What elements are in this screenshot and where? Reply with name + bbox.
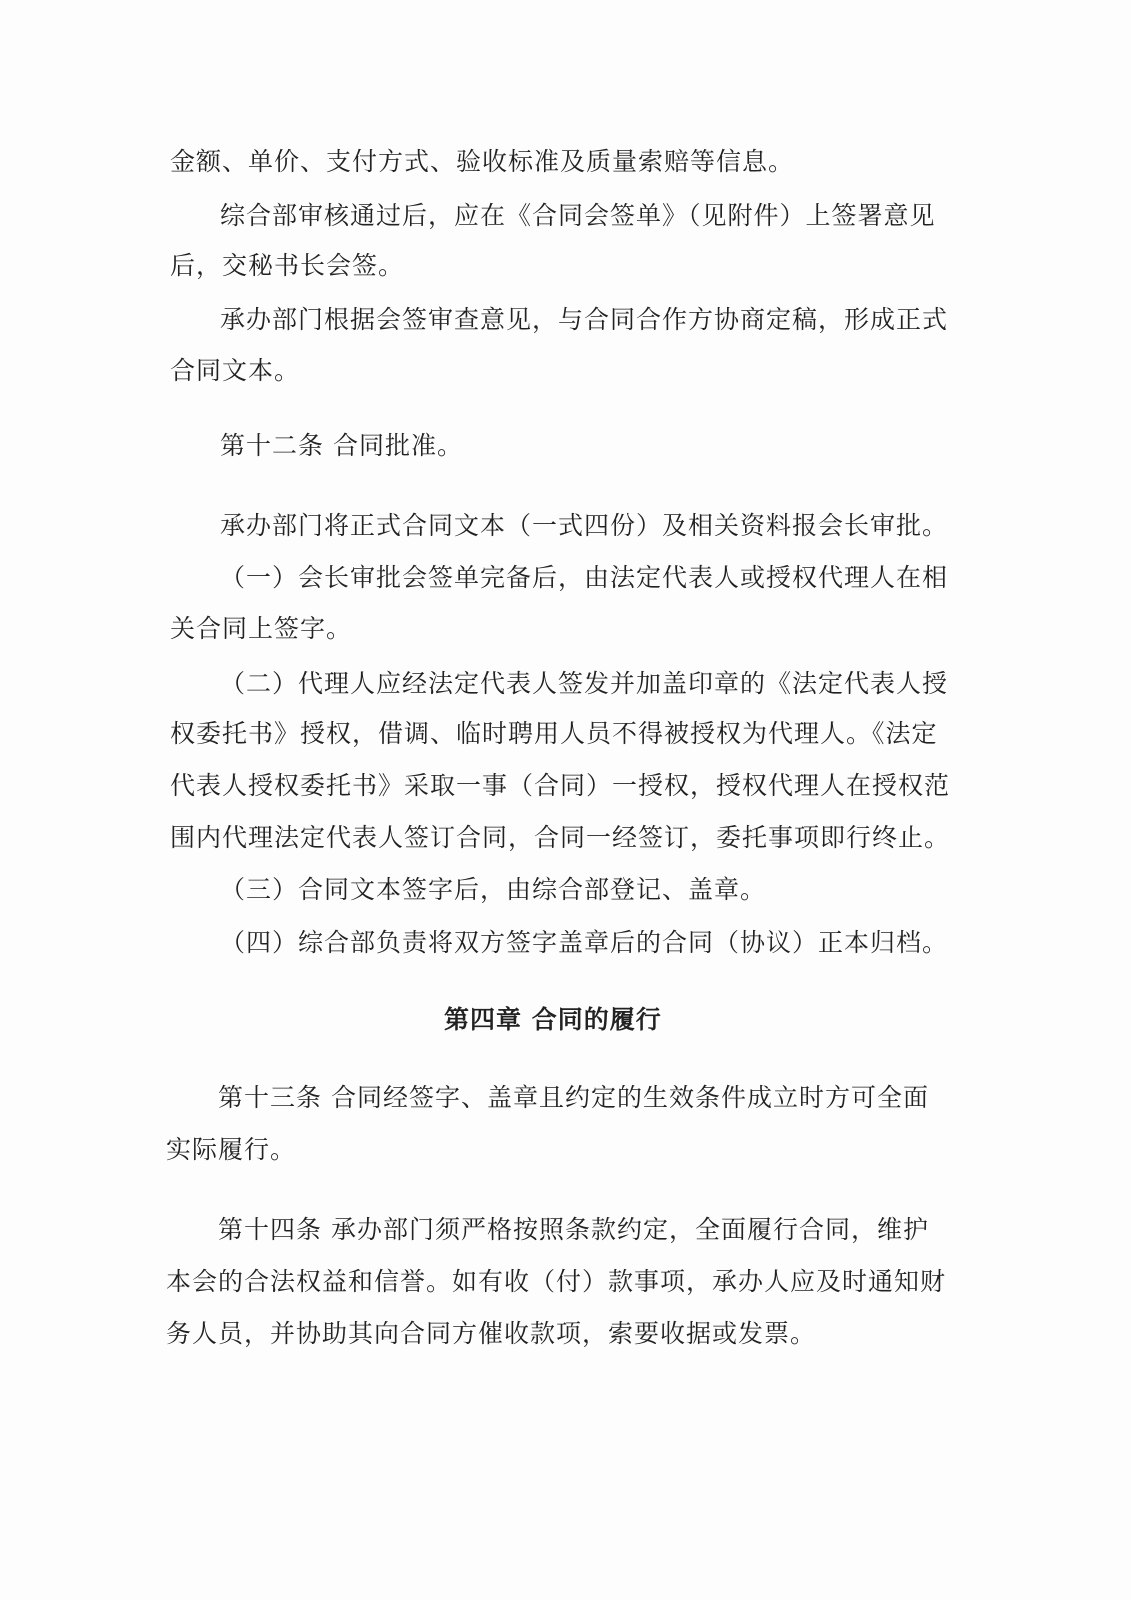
paragraph-line: 合同文本。 xyxy=(170,356,301,385)
paragraph-line: 本会的合法权益和信誉。如有收（付）款事项，承办人应及时通知财 xyxy=(166,1267,947,1296)
paragraph-line: 承办部门将正式合同文本（一式四份）及相关资料报会长审批。 xyxy=(220,511,949,540)
paragraph-line: 第十三条 合同经签字、盖章且约定的生效条件成立时方可全面 xyxy=(218,1083,929,1112)
paragraph-line: 权委托书》授权，借调、临时聘用人员不得被授权为代理人。《法定 xyxy=(170,719,938,748)
paragraph-line: 综合部审核通过后，应在《合同会签单》（见附件）上签署意见 xyxy=(220,201,936,230)
chapter-heading: 第四章 合同的履行 xyxy=(444,1005,662,1034)
paragraph-line: 金额、单价、支付方式、验收标准及质量索赔等信息。 xyxy=(170,147,795,176)
paragraph-line: 后，交秘书长会签。 xyxy=(170,251,405,280)
article-twelve-title: 第十二条 合同批准。 xyxy=(220,431,463,460)
paragraph-line: 代表人授权委托书》采取一事（合同）一授权，授权代理人在授权范 xyxy=(170,771,951,800)
paragraph-line: 承办部门根据会签审查意见，与合同合作方协商定稿，形成正式 xyxy=(220,305,949,334)
paragraph-line: （一）会长审批会签单完备后，由法定代表人或授权代理人在相 xyxy=(220,563,949,592)
paragraph-line: （四）综合部负责将双方签字盖章后的合同（协议）正本归档。 xyxy=(220,928,949,957)
paragraph-line: （二）代理人应经法定代表人签发并加盖印章的《法定代表人授 xyxy=(220,669,949,698)
paragraph-line: 实际履行。 xyxy=(166,1135,297,1164)
paragraph-line: 务人员，并协助其向合同方催收款项，索要收据或发票。 xyxy=(166,1319,817,1348)
paragraph-line: 围内代理法定代表人签订合同，合同一经签订，委托事项即行终止。 xyxy=(170,823,951,852)
paragraph-line: 关合同上签字。 xyxy=(170,614,353,643)
paragraph-line: 第十四条 承办部门须严格按照条款约定，全面履行合同，维护 xyxy=(218,1215,929,1244)
paragraph-line: （三）合同文本签字后，由综合部登记、盖章。 xyxy=(220,875,767,904)
